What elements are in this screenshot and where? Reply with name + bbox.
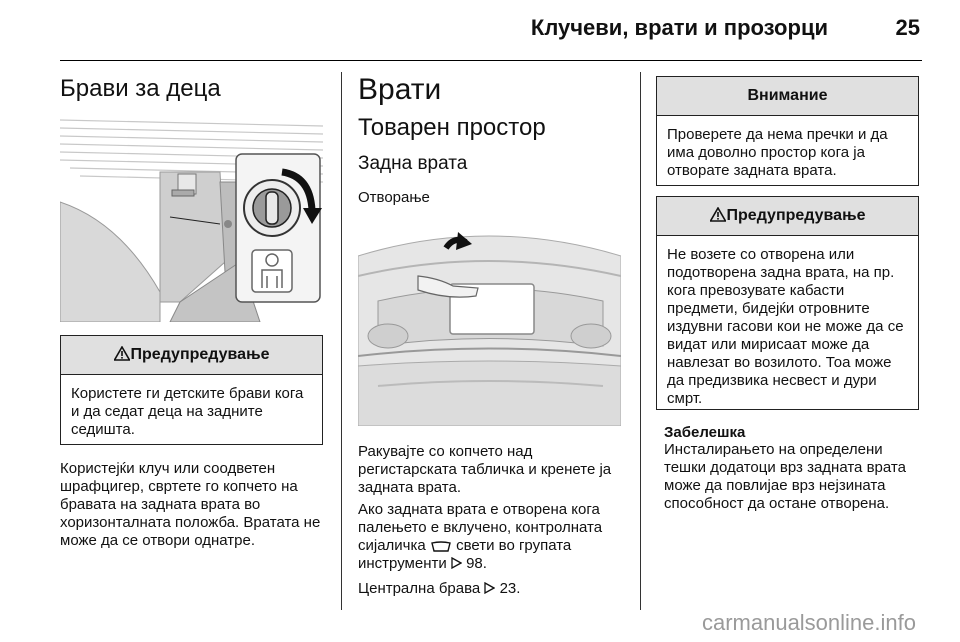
tailgate-open-indicator-icon xyxy=(430,539,452,553)
child-lock-warning-box xyxy=(60,335,323,445)
central-lock-reference xyxy=(358,580,624,598)
column-divider-1 xyxy=(341,72,342,610)
subsection-title-cargo: Товарен простор xyxy=(358,114,546,141)
cross-reference-arrow-icon xyxy=(451,557,462,569)
attention-box xyxy=(656,76,919,186)
tailgate-illustration xyxy=(358,216,621,426)
warning-title: Предупредување xyxy=(130,346,270,363)
cross-reference-arrow-icon xyxy=(484,582,495,594)
subsection-title-tailgate: Задна врата xyxy=(358,153,468,174)
warning-triangle-icon xyxy=(710,207,726,222)
note-text: Инсталирањето на определени тешки додатоци врз задната врата може да повлијае врз нејзината способност да остане отворена. xyxy=(664,441,906,512)
attention-text: Проверете да нема пречки и да има доволно простор кога ја отворате задната врата. xyxy=(667,126,888,179)
warning-text: Користете ги детските брави кога и да седат деца на задните седишта. xyxy=(71,385,304,438)
page-number: 25 xyxy=(895,15,920,40)
child-lock-instructions: Користејќи клуч или соодветен шрафцигер, свртете го копчето на бравата на задната врата во хоризонталната положба. Вратата не може да се отвори однатре. xyxy=(60,460,321,549)
watermark: carmanualsonline.info xyxy=(701,610,916,635)
tailgate-indicator-text xyxy=(358,501,624,573)
child-lock-illustration xyxy=(60,112,323,322)
note-title: Забелешка xyxy=(664,424,746,441)
section-title-doors: Врати xyxy=(358,73,442,106)
central-lock-label: Централна брава xyxy=(358,580,481,597)
warning-header xyxy=(61,336,322,375)
tailgate-warning-box xyxy=(656,196,919,410)
running-header-title: Клучеви, врати и прозорци xyxy=(530,15,828,40)
warning-triangle-icon xyxy=(114,346,130,361)
indicator-page-ref[interactable]: 98. xyxy=(466,555,487,572)
indicator-text-before: Ако задната врата е отворена кога палењето е вклучено, контролната сијаличка xyxy=(358,501,603,554)
label-opening: Отворање xyxy=(358,189,430,206)
warning-header xyxy=(657,197,918,236)
indicator-text-after: свети во групата инструменти xyxy=(358,537,572,572)
section-title-child-locks: Брави за деца xyxy=(60,75,221,102)
header-rule xyxy=(60,60,922,61)
column-divider-2 xyxy=(640,72,641,610)
warning-text: Не возете со отворена или подотворена задна врата, на пр. кога превозувате кабасти предмети, бидејќи отровните издувни гасови кои не може да се видат или мирисаат може да навлезат во возилото. Тоа може да предизвика несвест и дури смрт. xyxy=(667,246,904,407)
attention-title: Внимание xyxy=(657,77,918,116)
warning-title: Предупредување xyxy=(726,207,866,224)
central-lock-page-ref[interactable]: 23. xyxy=(499,580,521,597)
tailgate-opening-text: Ракувајте со копчето над регистарската табличка и кренете ја задната врата. xyxy=(358,443,612,496)
